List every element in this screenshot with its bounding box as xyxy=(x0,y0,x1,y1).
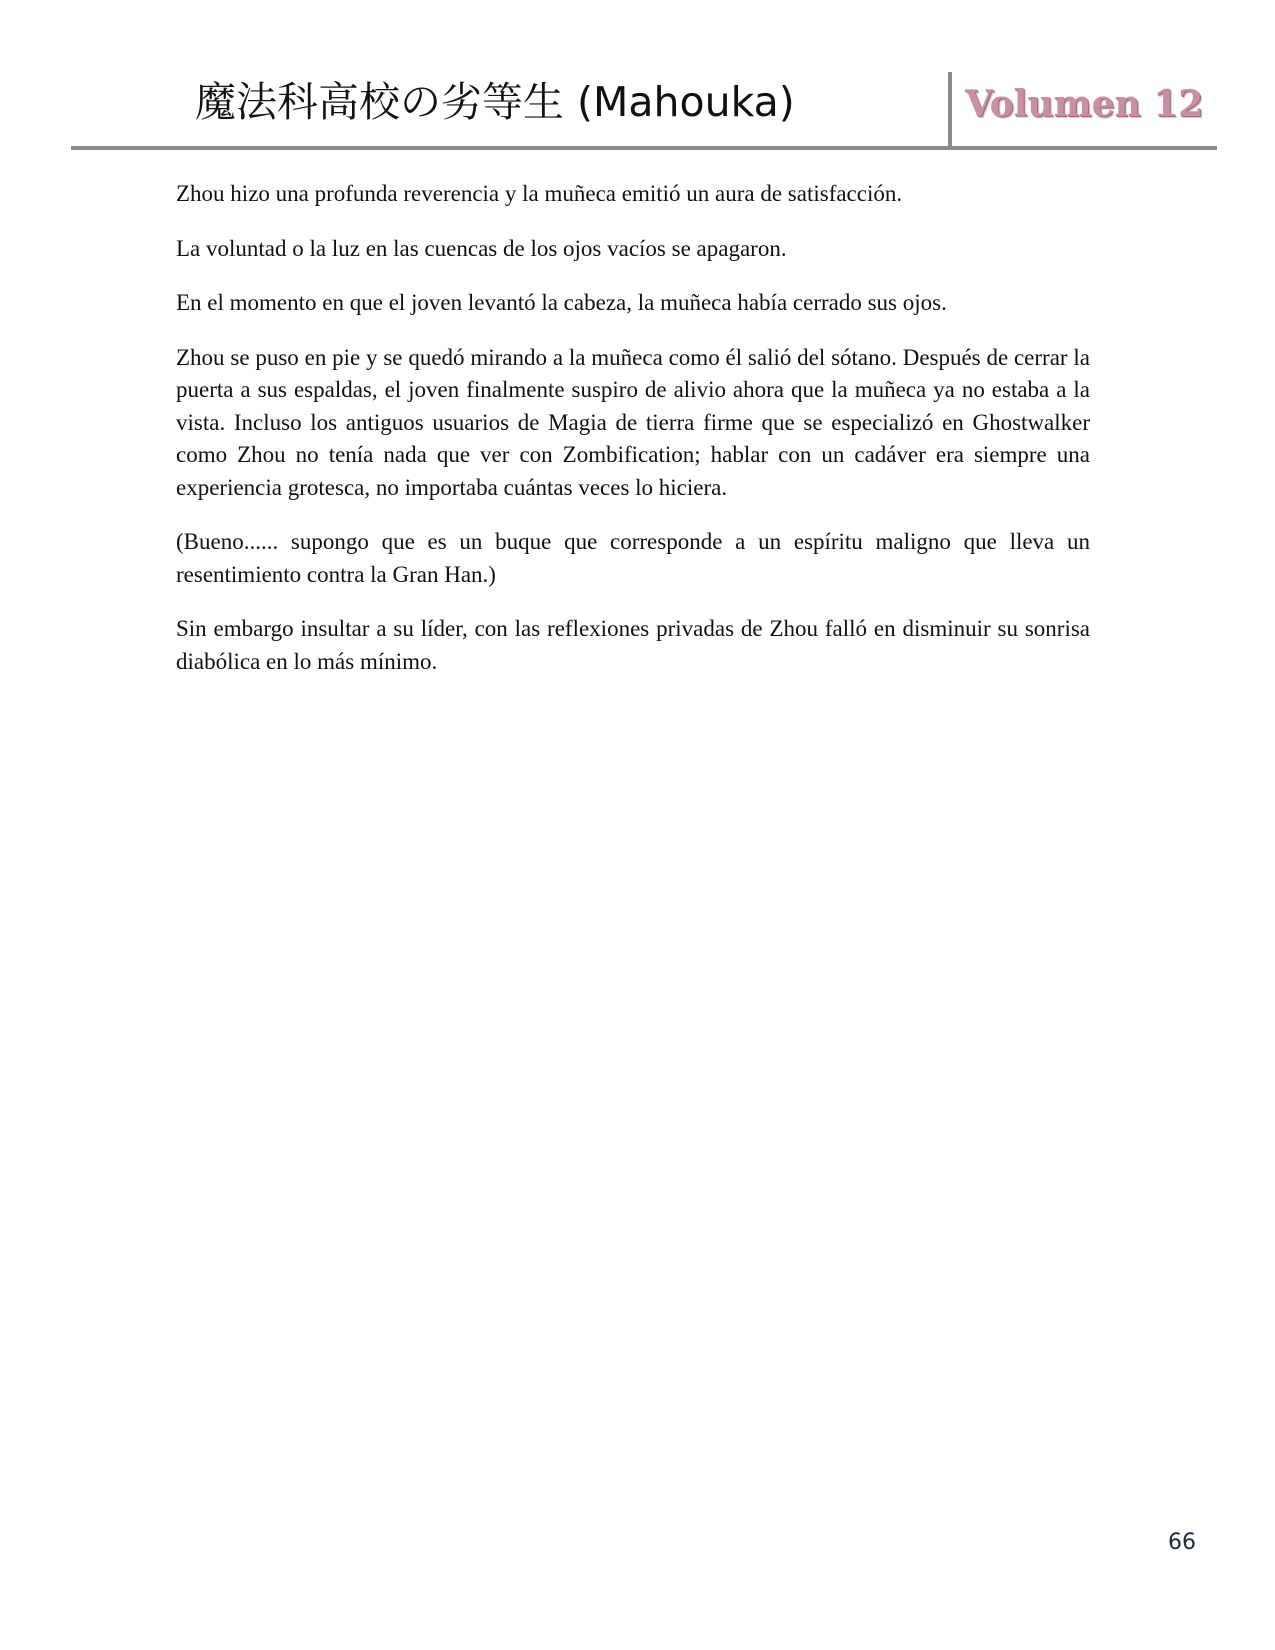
paragraph: Sin embargo insultar a su líder, con las reflexiones privadas de Zhou falló en disminuir su sonrisa diabólica en lo más mínimo. xyxy=(176,616,1090,674)
paragraph: La voluntad o la luz en las cuencas de los ojos vacíos se apagaron. xyxy=(176,235,787,261)
paragraph: Zhou hizo una profunda reverencia y la muñeca emitió un aura de satisfacción. xyxy=(176,181,903,206)
paragraph: En el momento en que el joven levantó la cabeza, la muñeca había cerrado sus ojos. xyxy=(176,290,947,315)
page-number: 66 xyxy=(1168,1530,1196,1555)
header-vertical-divider xyxy=(948,72,952,148)
book-title: 魔法科高校の劣等生 (Mahouka) xyxy=(195,78,795,126)
volume-label: Volumen 12 xyxy=(965,83,1204,125)
paragraph: (Bueno...... supongo que es un buque que corresponde a un espíritu maligno que lleva un resentimiento contra la Gran Han.) xyxy=(176,529,1090,587)
paragraph: Zhou se puso en pie y se quedó mirando a la muñeca como él salió del sótano. Después de cerrar la puerta a sus espaldas, el joven finalmente suspiro de alivio ahora que la muñeca ya no estaba a la vista. Incluso los antiguos usuarios de Magia de tierra firme que se especializó en Ghostwalker como Zhou no tenía nada que ver con Zombification; hablar con un cadáver era siempre una experiencia grotesca, no importaba cuántas veces lo hiciera. xyxy=(176,344,1090,500)
page-header xyxy=(0,0,1275,160)
page-body xyxy=(176,178,1090,700)
header-rule xyxy=(71,146,1217,150)
